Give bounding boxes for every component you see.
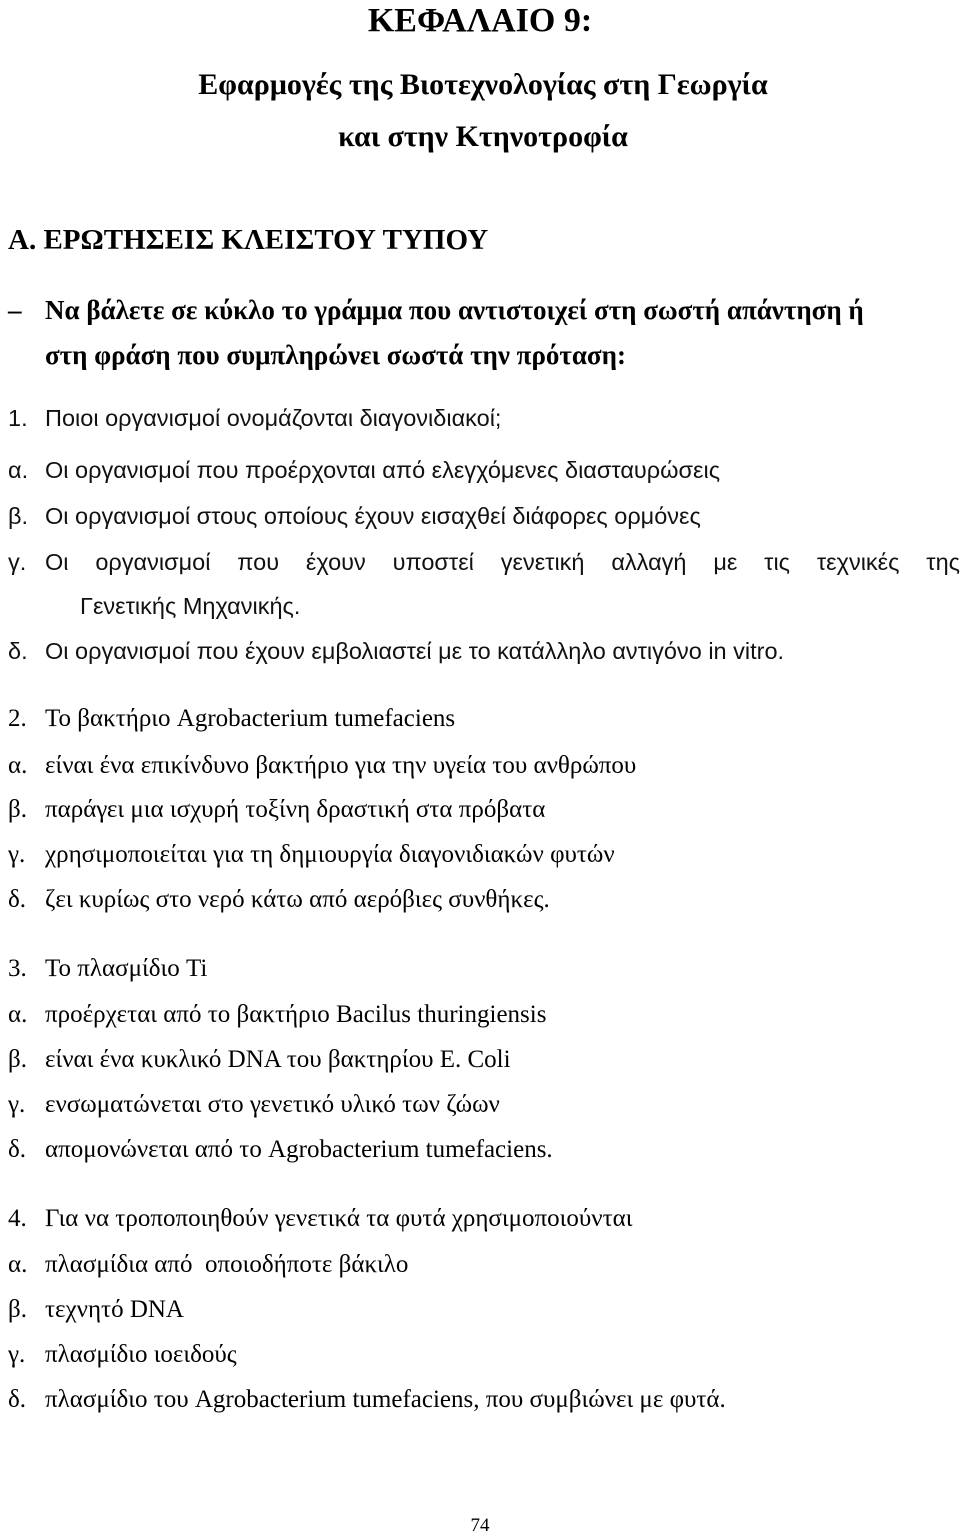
option-text: παράγει μια ισχυρή τοξίνη δραστική στα πρόβατα: [45, 796, 546, 823]
option-text: ενσωματώνεται στο γενετικό υλικό των ζώων: [45, 1091, 500, 1118]
option-letter: γ.: [8, 841, 26, 868]
option-text: Οι οργανισμοί στους οποίους έχουν εισαχθεί διάφορες ορμόνες: [45, 503, 701, 529]
option-letter: δ.: [8, 1136, 27, 1163]
option-text-continued: Γενετικής Μηχανικής.: [80, 593, 301, 619]
question-text: Ποιοι οργανισμοί ονομάζονται διαγονιδιακοί;: [45, 405, 502, 431]
question-number: 2.: [8, 705, 27, 732]
option-text: είναι ένα κυκλικό DNA του βακτηρίου E. Coli: [45, 1046, 511, 1073]
option-letter: β.: [8, 503, 29, 529]
question-number: 4.: [8, 1205, 27, 1232]
question-number: 3.: [8, 955, 27, 982]
option-text: πλασμίδια από οποιοδήποτε βάκιλο: [45, 1251, 409, 1278]
option-letter: α.: [8, 752, 28, 779]
option-text: πλασμίδιο ιοειδούς: [45, 1341, 237, 1368]
option-text: είναι ένα επικίνδυνο βακτήριο για την υγεία του ανθρώπου: [45, 752, 637, 779]
instruction-line-2: στη φράση που συμπληρώνει σωστά την πρόταση:: [45, 340, 626, 370]
page-number: 74: [470, 1515, 490, 1536]
instruction-dash: –: [8, 295, 22, 325]
chapter-subtitle-line-1: Εφαρμογές της Βιοτεχνολογίας στη Γεωργία: [198, 68, 768, 101]
question-text: Το βακτήριο Agrobacterium tumefaciens: [45, 705, 456, 732]
option-text: Οι οργανισμοί που έχουν υποστεί γενετική αλλαγή με τις τεχνικές της: [45, 549, 960, 575]
option-text: τεχνητό DNA: [45, 1296, 184, 1323]
chapter-subtitle-line-2: και στην Κτηνοτροφία: [338, 120, 628, 153]
question-text: Το πλασμίδιο Ti: [45, 955, 208, 982]
option-letter: β.: [8, 1046, 27, 1073]
option-letter: β.: [8, 1296, 27, 1323]
option-text: ζει κυρίως στο νερό κάτω από αερόβιες συνθήκες.: [45, 886, 550, 913]
option-letter: δ.: [8, 638, 28, 664]
option-letter: α.: [8, 457, 29, 483]
option-letter: γ.: [8, 1341, 26, 1368]
option-text: προέρχεται από το βακτήριο Bacilus thuringiensis: [45, 1001, 547, 1028]
option-letter: γ.: [8, 1091, 26, 1118]
section-heading: Α. ΕΡΩΤΗΣΕΙΣ ΚΛΕΙΣΤΟΥ ΤΥΠΟΥ: [8, 224, 489, 256]
option-letter: δ.: [8, 1386, 27, 1413]
option-text: απομονώνεται από το Agrobacterium tumefaciens.: [45, 1136, 553, 1163]
question-number: 1.: [8, 405, 28, 431]
option-letter: β.: [8, 796, 27, 823]
option-text: Οι οργανισμοί που έχουν εμβολιαστεί με το κατάλληλο αντιγόνο in vitro.: [45, 638, 785, 664]
option-letter: γ.: [8, 549, 27, 575]
option-text: πλασμίδιο του Agrobacterium tumefaciens, που συμβιώνει με φυτά.: [45, 1386, 726, 1413]
option-letter: α.: [8, 1001, 28, 1028]
option-text: χρησιμοποιείται για τη δημιουργία διαγονιδιακών φυτών: [45, 841, 615, 868]
option-letter: δ.: [8, 886, 27, 913]
question-text: Για να τροποποιηθούν γενετικά τα φυτά χρησιμοποιούνται: [45, 1205, 633, 1232]
chapter-title: ΚΕΦΑΛΑΙΟ 9:: [367, 2, 593, 39]
instruction-line-1: Να βάλετε σε κύκλο το γράμμα που αντιστοιχεί στη σωστή απάντηση ή: [45, 295, 864, 325]
option-letter: α.: [8, 1251, 28, 1278]
option-text: Οι οργανισμοί που προέρχονται από ελεγχόμενες διασταυρώσεις: [45, 457, 721, 483]
